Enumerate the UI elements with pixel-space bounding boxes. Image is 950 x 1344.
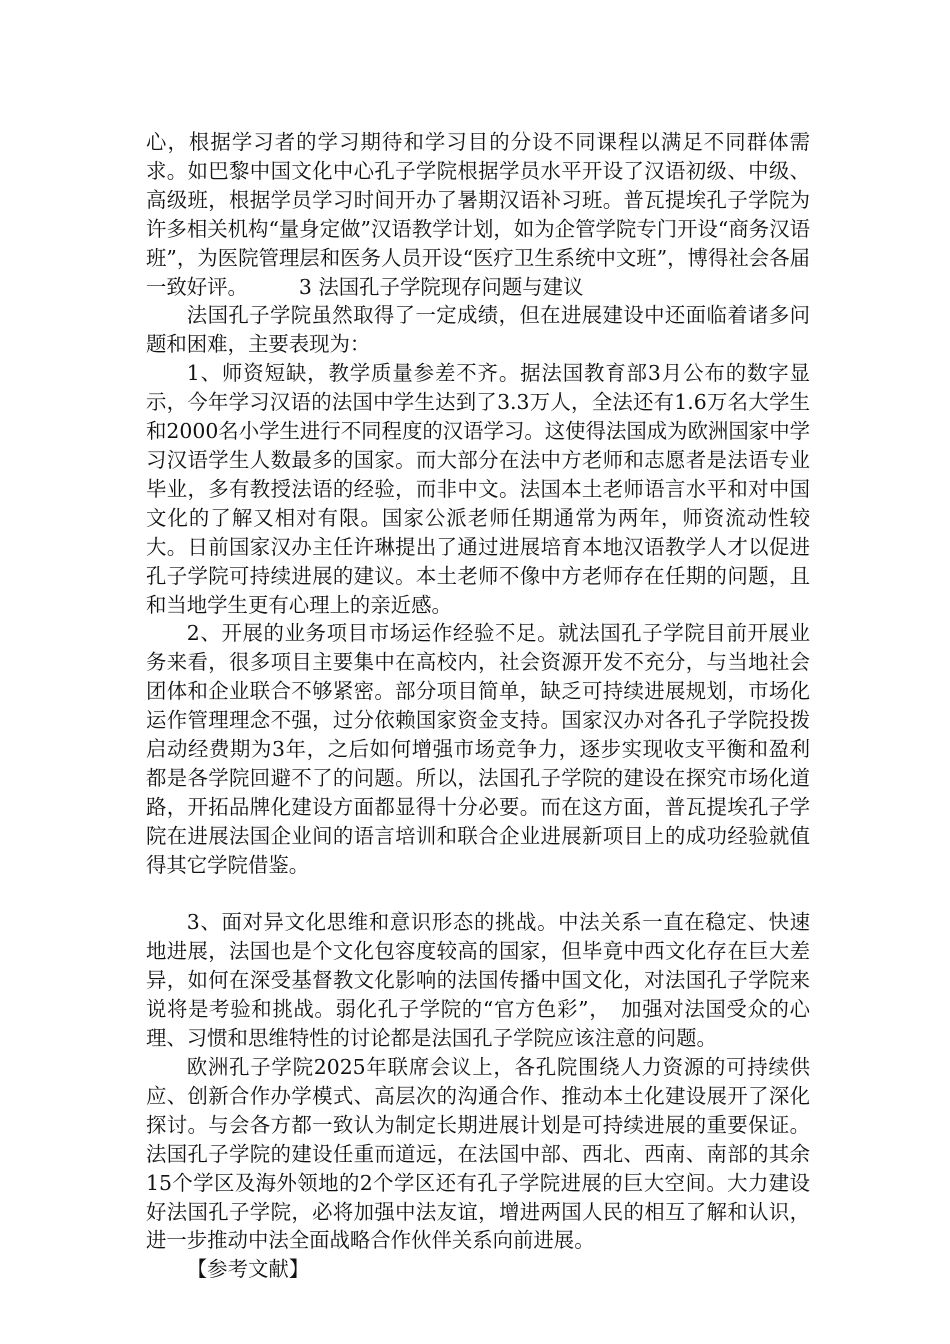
paragraph-continued-intro: 心，根据学习者的学习期待和学习目的分设不同课程以满足不同群体需求。如巴黎中国文化中心孔子学院根据学员水平开设了汉语初级、中级、高级班，根据学员学习时间开办了暑期汉语补习班。普瓦提埃孔子学院为许多相关机构“量身定做”汉语教学计划，如为企管学院专门开设“商务汉语班”，为医院管理层和医务人员开设“医疗卫生系统中文班”，博得社会各届一致好评。 3 法国孔子学院现存问题与建议 — [146, 130, 810, 299]
document-page — [146, 128, 810, 1284]
paragraph-spacer — [146, 880, 810, 909]
paragraph-problem-3: 3、面对异文化思维和意识形态的挑战。中法关系一直在稳定、快速地进展，法国也是个文化包容度较高的国家，但毕竟中西文化存在巨大差异，如何在深受基督教文化影响的法国传播中国文化，对法国孔子学院来说将是考验和挑战。弱化孔子学院的“官方色彩”， 加强对法国受众的心理、习惯和思维特性的讨论都是法国孔子学院应该注意的问题。 — [146, 910, 810, 1051]
references-heading: 【参考文献】 — [186, 1257, 310, 1282]
paragraph-conclusion: 欧洲孔子学院2025年联席会议上，各孔院围绕人力资源的可持续供应、创新合作办学模式、高层次的沟通合作、推动本土化建设展开了深化探讨。与会各方都一致认为制定长期进展计划是可持续进展的重要保证。法国孔子学院的建设任重而道远，在法国中部、西北、西南、南部的其余15个学区及海外领地的2个学区还有孔子学院进展的巨大空间。大力建设好法国孔子学院，必将加强中法友谊，增进两国人民的相互了解和认识，进一步推动中法全面战略合作伙伴关系向前进展。 — [146, 1054, 810, 1253]
paragraph-problem-1: 1、师资短缺，教学质量参差不齐。据法国教育部3月公布的数字显示，今年学习汉语的法国中学生达到了3.3万人，全法还有1.6万名大学生和2000名小学生进行不同程度的汉语学习。这使得法国成为欧洲国家中学习汉语学生人数最多的国家。而大部分在法中方老师和志愿者是法语专业毕业，多有教授法语的经验，而非中文。法国本土老师语言水平和对中国文化的了解又相对有限。国家公派老师任期通常为两年，师资流动性较大。日前国家汉办主任许琳提出了通过进展培育本地汉语教学人才以促进孔子学院可持续进展的建议。本土老师不像中方老师存在任期的问题，且和当地学生更有心理上的亲近感。 — [146, 361, 810, 617]
paragraph-problem-2: 2、开展的业务项目市场运作经验不足。就法国孔子学院目前开展业务来看，很多项目主要集中在高校内，社会资源开发不充分，与当地社会团体和企业联合不够紧密。部分项目简单，缺乏可持续进展规划，市场化运作管理理念不强，过分依赖国家资金支持。国家汉办对各孔子学院投拨启动经费期为3年，之后如何增强市场竞争力，逐步实现收支平衡和盈利都是各学院回避不了的问题。所以，法国孔子学院的建设在探究市场化道路，开拓品牌化建设方面都显得十分必要。而在这方面，普瓦提埃孔子学院在进展法国企业间的语言培训和联合企业进展新项目上的成功经验就值得其它学院借鉴。 — [146, 621, 810, 877]
paragraph-problems-intro: 法国孔子学院虽然取得了一定成绩，但在进展建设中还面临着诸多问题和困难，主要表现为： — [146, 303, 810, 357]
